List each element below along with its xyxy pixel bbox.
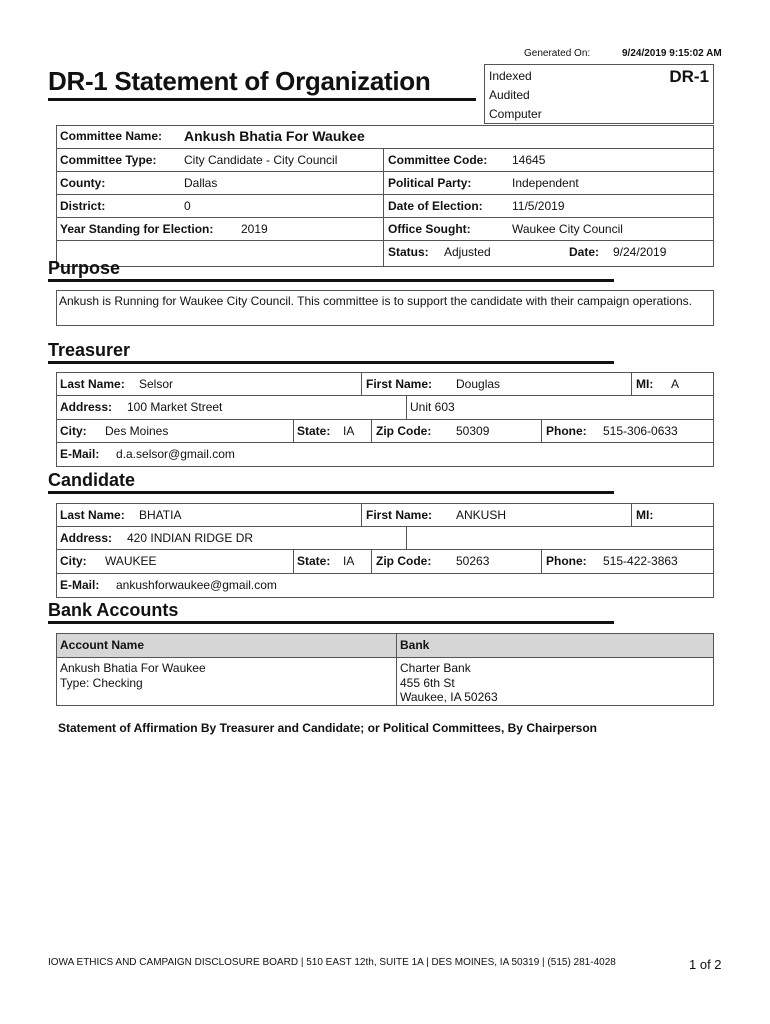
treasurer-email-label: E-Mail: — [60, 447, 100, 461]
year-standing-label: Year Standing for Election: — [60, 222, 214, 236]
treasurer-city: Des Moines — [105, 424, 169, 438]
treasurer-zip-label: Zip Code: — [376, 424, 432, 438]
treasurer-last-name-label: Last Name: — [60, 377, 125, 391]
office-sought-label: Office Sought: — [388, 222, 471, 236]
candidate-address-label: Address: — [60, 531, 113, 545]
committee-divider — [56, 148, 714, 149]
candidate-divider — [56, 526, 714, 527]
candidate-address: 420 INDIAN RIDGE DR — [127, 531, 254, 545]
candidate-mi-label: MI: — [636, 508, 654, 522]
candidate-first-name-label: First Name: — [366, 508, 433, 522]
index-box — [484, 64, 714, 124]
purpose-underline — [48, 279, 614, 282]
year-standing: 2019 — [241, 222, 268, 236]
candidate-email: ankushforwaukee@gmail.com — [116, 578, 277, 592]
status-date-label: Date: — [569, 245, 600, 259]
candidate-divider — [541, 549, 542, 573]
computer-label: Computer — [489, 107, 542, 121]
committee-code: 14645 — [512, 153, 546, 167]
treasurer-first-name: Douglas — [456, 377, 501, 391]
bank-table-divider — [396, 633, 397, 706]
treasurer-phone-label: Phone: — [546, 424, 587, 438]
county-label: County: — [60, 176, 106, 190]
page-number: 1 of 2 — [689, 957, 722, 972]
bank-table-divider — [56, 657, 714, 658]
status: Adjusted — [444, 245, 491, 259]
treasurer-state-label: State: — [297, 424, 331, 438]
bank-accounts-heading: Bank Accounts — [48, 600, 179, 620]
committee-divider — [56, 240, 714, 241]
treasurer-divider — [293, 419, 294, 442]
committee-code-label: Committee Code: — [388, 153, 488, 167]
treasurer-address: 100 Market Street — [127, 400, 223, 414]
committee-divider — [56, 217, 714, 218]
candidate-heading: Candidate — [48, 470, 136, 490]
treasurer-heading: Treasurer — [48, 340, 131, 360]
candidate-divider — [56, 549, 714, 550]
committee-divider — [383, 148, 384, 267]
treasurer-divider — [56, 395, 714, 396]
treasurer-first-name-label: First Name: — [366, 377, 433, 391]
candidate-divider — [371, 549, 372, 573]
office-sought: Waukee City Council — [512, 222, 623, 236]
candidate-city-label: City: — [60, 554, 87, 568]
committee-divider — [56, 194, 714, 195]
treasurer-divider — [56, 419, 714, 420]
treasurer-address2: Unit 603 — [410, 400, 455, 414]
indexed-label: Indexed — [489, 69, 532, 83]
candidate-divider — [406, 526, 407, 549]
treasurer-divider — [541, 419, 542, 442]
candidate-state: IA — [343, 554, 355, 568]
candidate-email-label: E-Mail: — [60, 578, 100, 592]
bank-table-header — [57, 634, 713, 657]
bank-col-bank: Bank — [400, 638, 430, 652]
candidate-divider — [361, 503, 362, 526]
purpose-text: Ankush is Running for Waukee City Council. This committee is to support the candidate with their campaign operations. — [59, 294, 692, 308]
page-title: DR-1 Statement of Organization — [48, 66, 431, 96]
candidate-underline — [48, 491, 614, 494]
political-party-label: Political Party: — [388, 176, 472, 190]
candidate-state-label: State: — [297, 554, 331, 568]
county: Dallas — [184, 176, 218, 190]
district: 0 — [184, 199, 191, 213]
bank-accounts-underline — [48, 621, 614, 624]
bank-city-state-zip: Waukee, IA 50263 — [400, 690, 498, 704]
candidate-divider — [631, 503, 632, 526]
bank-col-account-name: Account Name — [60, 638, 145, 652]
treasurer-phone: 515-306-0633 — [603, 424, 678, 438]
candidate-zip-label: Zip Code: — [376, 554, 432, 568]
committee-type: City Candidate - City Council — [184, 153, 338, 167]
committee-divider — [56, 171, 714, 172]
treasurer-divider — [406, 395, 407, 419]
treasurer-zip: 50309 — [456, 424, 490, 438]
candidate-first-name: ANKUSH — [456, 508, 507, 522]
candidate-last-name: BHATIA — [139, 508, 182, 522]
treasurer-city-label: City: — [60, 424, 87, 438]
election-date-label: Date of Election: — [388, 199, 483, 213]
purpose-box — [56, 290, 714, 326]
district-label: District: — [60, 199, 106, 213]
bank-street: 455 6th St — [400, 676, 455, 690]
treasurer-mi: A — [671, 377, 680, 391]
form-code: DR-1 — [669, 67, 709, 86]
treasurer-mi-label: MI: — [636, 377, 654, 391]
treasurer-address-label: Address: — [60, 400, 113, 414]
status-label: Status: — [388, 245, 429, 259]
treasurer-last-name: Selsor — [139, 377, 174, 391]
bank-account-type: Type: Checking — [60, 676, 143, 690]
purpose-heading: Purpose — [48, 258, 121, 278]
committee-name-label: Committee Name: — [60, 129, 163, 143]
candidate-city: WAUKEE — [105, 554, 157, 568]
candidate-zip: 50263 — [456, 554, 490, 568]
treasurer-email: d.a.selsor@gmail.com — [116, 447, 235, 461]
generated-on-value: 9/24/2019 9:15:02 AM — [622, 48, 722, 59]
bank-account-name: Ankush Bhatia For Waukee — [60, 661, 206, 675]
committee-name: Ankush Bhatia For Waukee — [184, 128, 365, 144]
candidate-phone: 515-422-3863 — [603, 554, 678, 568]
status-date: 9/24/2019 — [613, 245, 667, 259]
candidate-phone-label: Phone: — [546, 554, 587, 568]
affirmation-statement: Statement of Affirmation By Treasurer and Candidate; or Political Committees, By Chairperson — [58, 721, 597, 735]
candidate-last-name-label: Last Name: — [60, 508, 125, 522]
title-underline — [48, 98, 476, 101]
treasurer-underline — [48, 361, 614, 364]
bank-name: Charter Bank — [400, 661, 471, 675]
treasurer-state: IA — [343, 424, 355, 438]
election-date: 11/5/2019 — [512, 199, 565, 213]
footer-address: IOWA ETHICS AND CAMPAIGN DISCLOSURE BOARD | 510 EAST 12th, SUITE 1A | DES MOINES, IA 50319 | (515) 281-4028 — [48, 957, 616, 968]
treasurer-divider — [56, 442, 714, 443]
treasurer-divider — [631, 372, 632, 395]
committee-type-label: Committee Type: — [60, 153, 157, 167]
treasurer-divider — [361, 372, 362, 395]
audited-label: Audited — [489, 88, 530, 102]
treasurer-divider — [371, 419, 372, 442]
candidate-divider — [293, 549, 294, 573]
political-party: Independent — [512, 176, 579, 190]
generated-on-label: Generated On: — [524, 48, 591, 59]
candidate-divider — [56, 573, 714, 574]
